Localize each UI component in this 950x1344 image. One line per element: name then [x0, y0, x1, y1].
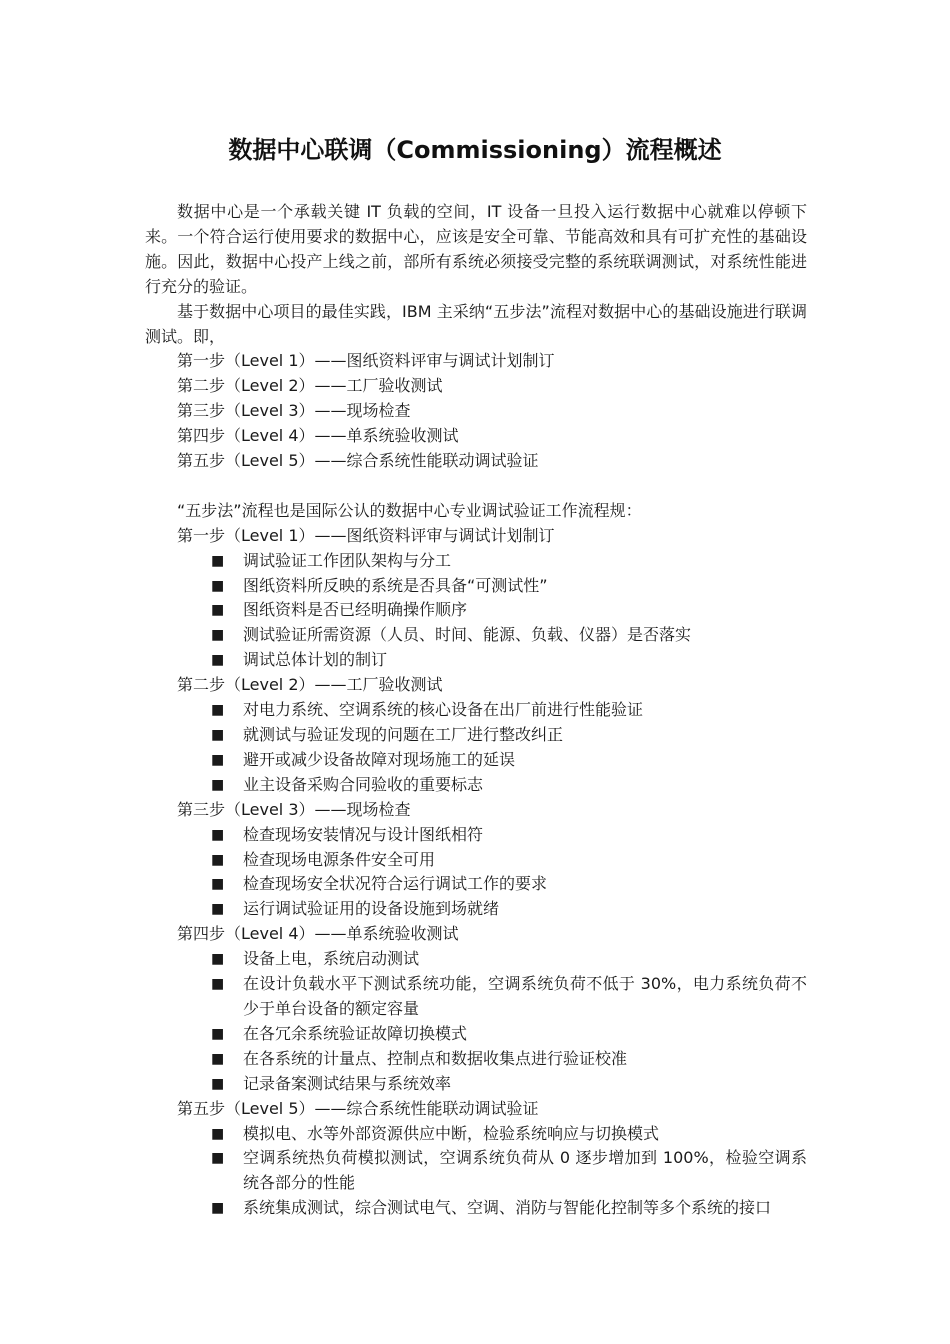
bullet-list: [145, 1122, 807, 1222]
list-item: [145, 1196, 807, 1221]
square-bullet-icon: ■: [211, 1025, 225, 1042]
step-summary-item: 第二步（Level 2）——工厂验收测试: [177, 376, 443, 396]
list-item: [145, 574, 807, 599]
square-bullet-icon: ■: [211, 776, 225, 793]
list-item: [145, 1122, 807, 1147]
list-item-text: 模拟电、水等外部资源供应中断，检验系统响应与切换模式: [243, 1123, 660, 1143]
list-item: [145, 823, 807, 848]
square-bullet-icon: ■: [211, 577, 225, 594]
square-bullet-icon: ■: [211, 1050, 225, 1067]
step-section: [145, 798, 807, 923]
list-item-text: 就测试与验证发现的问题在工厂进行整改纠正: [243, 725, 564, 745]
list-item-text: 空调系统热负荷模拟测试，空调系统负荷从 0 逐步增加到 100%，检验空调系统各部分的性能: [243, 1148, 807, 1193]
square-bullet-icon: ■: [211, 702, 225, 719]
square-bullet-icon: ■: [211, 876, 225, 893]
square-bullet-icon: ■: [211, 1125, 225, 1142]
list-item: [145, 648, 807, 673]
list-item-text: 图纸资料所反映的系统是否具备“可测试性”: [243, 575, 548, 595]
step-heading: 第五步（Level 5）——综合系统性能联动调试验证: [177, 1098, 539, 1118]
step-summary-item: 第五步（Level 5）——综合系统性能联动调试验证: [177, 451, 539, 471]
list-item: [145, 848, 807, 873]
list-item-text: 检查现场安全状况符合运行调试工作的要求: [243, 874, 548, 894]
square-bullet-icon: ■: [211, 1075, 225, 1092]
list-item: [145, 698, 807, 723]
square-bullet-icon: ■: [211, 901, 225, 918]
step-heading: 第三步（Level 3）——现场检查: [177, 799, 411, 819]
step-section: [145, 1097, 807, 1222]
list-item-text: 在设计负载水平下测试系统功能，空调系统负荷不低于 30%，电力系统负荷不少于单台设备的额定容量: [243, 974, 807, 1018]
list-item: [145, 1047, 807, 1072]
step-section: [145, 673, 807, 798]
list-item-text: 检查现场安装情况与设计图纸相符: [243, 824, 484, 844]
list-item: [145, 549, 807, 574]
square-bullet-icon: ■: [211, 851, 225, 868]
square-bullet-icon: ■: [211, 976, 225, 993]
blank-line: [145, 474, 807, 499]
list-item-text: 调试总体计划的制订: [243, 650, 388, 670]
list-item-text: 调试验证工作团队架构与分工: [243, 550, 452, 570]
bullet-list: [145, 549, 807, 674]
step-summary-item: 第四步（Level 4）——单系统验收测试: [177, 426, 459, 446]
square-bullet-icon: ■: [211, 951, 225, 968]
step-heading: 第四步（Level 4）——单系统验收测试: [177, 924, 459, 944]
document-title: 数据中心联调（Commissioning）流程概述: [228, 136, 722, 164]
bullet-list: [145, 823, 807, 923]
list-item: [145, 723, 807, 748]
square-bullet-icon: ■: [211, 1150, 225, 1167]
list-item-text: 测试验证所需资源（人员、时间、能源、负载、仪器）是否落实: [243, 625, 692, 645]
list-item-text: 设备上电，系统启动测试: [243, 949, 420, 969]
step-section: [145, 922, 807, 1096]
step-summary-list: [145, 349, 807, 474]
list-item: [145, 598, 807, 623]
step-heading: 第二步（Level 2）——工厂验收测试: [177, 675, 443, 695]
list-item-text: 运行调试验证用的设备设施到场就绪: [243, 899, 500, 919]
list-item: [145, 897, 807, 922]
list-item-text: 检查现场电源条件安全可用: [243, 849, 436, 869]
list-item-text: 在各冗余系统验证故障切换模式: [243, 1023, 468, 1043]
square-bullet-icon: ■: [211, 727, 225, 744]
square-bullet-icon: ■: [211, 652, 225, 669]
list-item-text: 系统集成测试，综合测试电气、空调、消防与智能化控制等多个系统的接口: [243, 1198, 772, 1218]
list-item-text: 业主设备采购合同验收的重要标志: [243, 774, 484, 794]
step-summary-item: 第一步（Level 1）——图纸资料评审与调试计划制订: [177, 351, 555, 371]
list-item-text: 在各系统的计量点、控制点和数据收集点进行验证校准: [243, 1048, 628, 1068]
list-item-text: 对电力系统、空调系统的核心设备在出厂前进行性能验证: [243, 700, 644, 720]
square-bullet-icon: ■: [211, 552, 225, 569]
square-bullet-icon: ■: [211, 751, 225, 768]
intro-paragraph: 数据中心是一个承载关键 IT 负载的空间，IT 设备一旦投入运行数据中心就难以停顿下来。一个符合运行使用要求的数据中心，应该是安全可靠、节能高效和具有可扩充性的基础设施。因此，数据中心投产上线之前，部所有系统必须接受完整的系统联调测试，对系统性能进行充分的验证。: [145, 202, 807, 296]
document-body: [145, 200, 807, 1221]
bullet-list: [145, 698, 807, 798]
list-item-text: 记录备案测试结果与系统效率: [243, 1073, 452, 1093]
process-intro: “五步法”流程也是国际公认的数据中心专业调试验证工作流程规：: [177, 500, 642, 520]
list-item: [145, 872, 807, 897]
list-item: [145, 1146, 807, 1196]
list-item: [145, 773, 807, 798]
list-item-text: 图纸资料是否已经明确操作顺序: [243, 600, 468, 620]
step-summary-item: 第三步（Level 3）——现场检查: [177, 401, 411, 421]
step-section: [145, 524, 807, 673]
list-item: [145, 623, 807, 648]
list-item: [145, 947, 807, 972]
square-bullet-icon: ■: [211, 826, 225, 843]
intro-paragraph: 基于数据中心项目的最佳实践，IBM 主采纳“五步法”流程对数据中心的基础设施进行联调测试。即，: [145, 301, 807, 346]
list-item: [145, 1072, 807, 1097]
square-bullet-icon: ■: [211, 602, 225, 619]
step-heading: 第一步（Level 1）——图纸资料评审与调试计划制订: [177, 525, 555, 545]
list-item: [145, 748, 807, 773]
list-item-text: 避开或减少设备故障对现场施工的延误: [243, 749, 516, 769]
list-item: [145, 1022, 807, 1047]
square-bullet-icon: ■: [211, 1200, 225, 1217]
square-bullet-icon: ■: [211, 627, 225, 644]
list-item: [145, 972, 807, 1022]
bullet-list: [145, 947, 807, 1096]
